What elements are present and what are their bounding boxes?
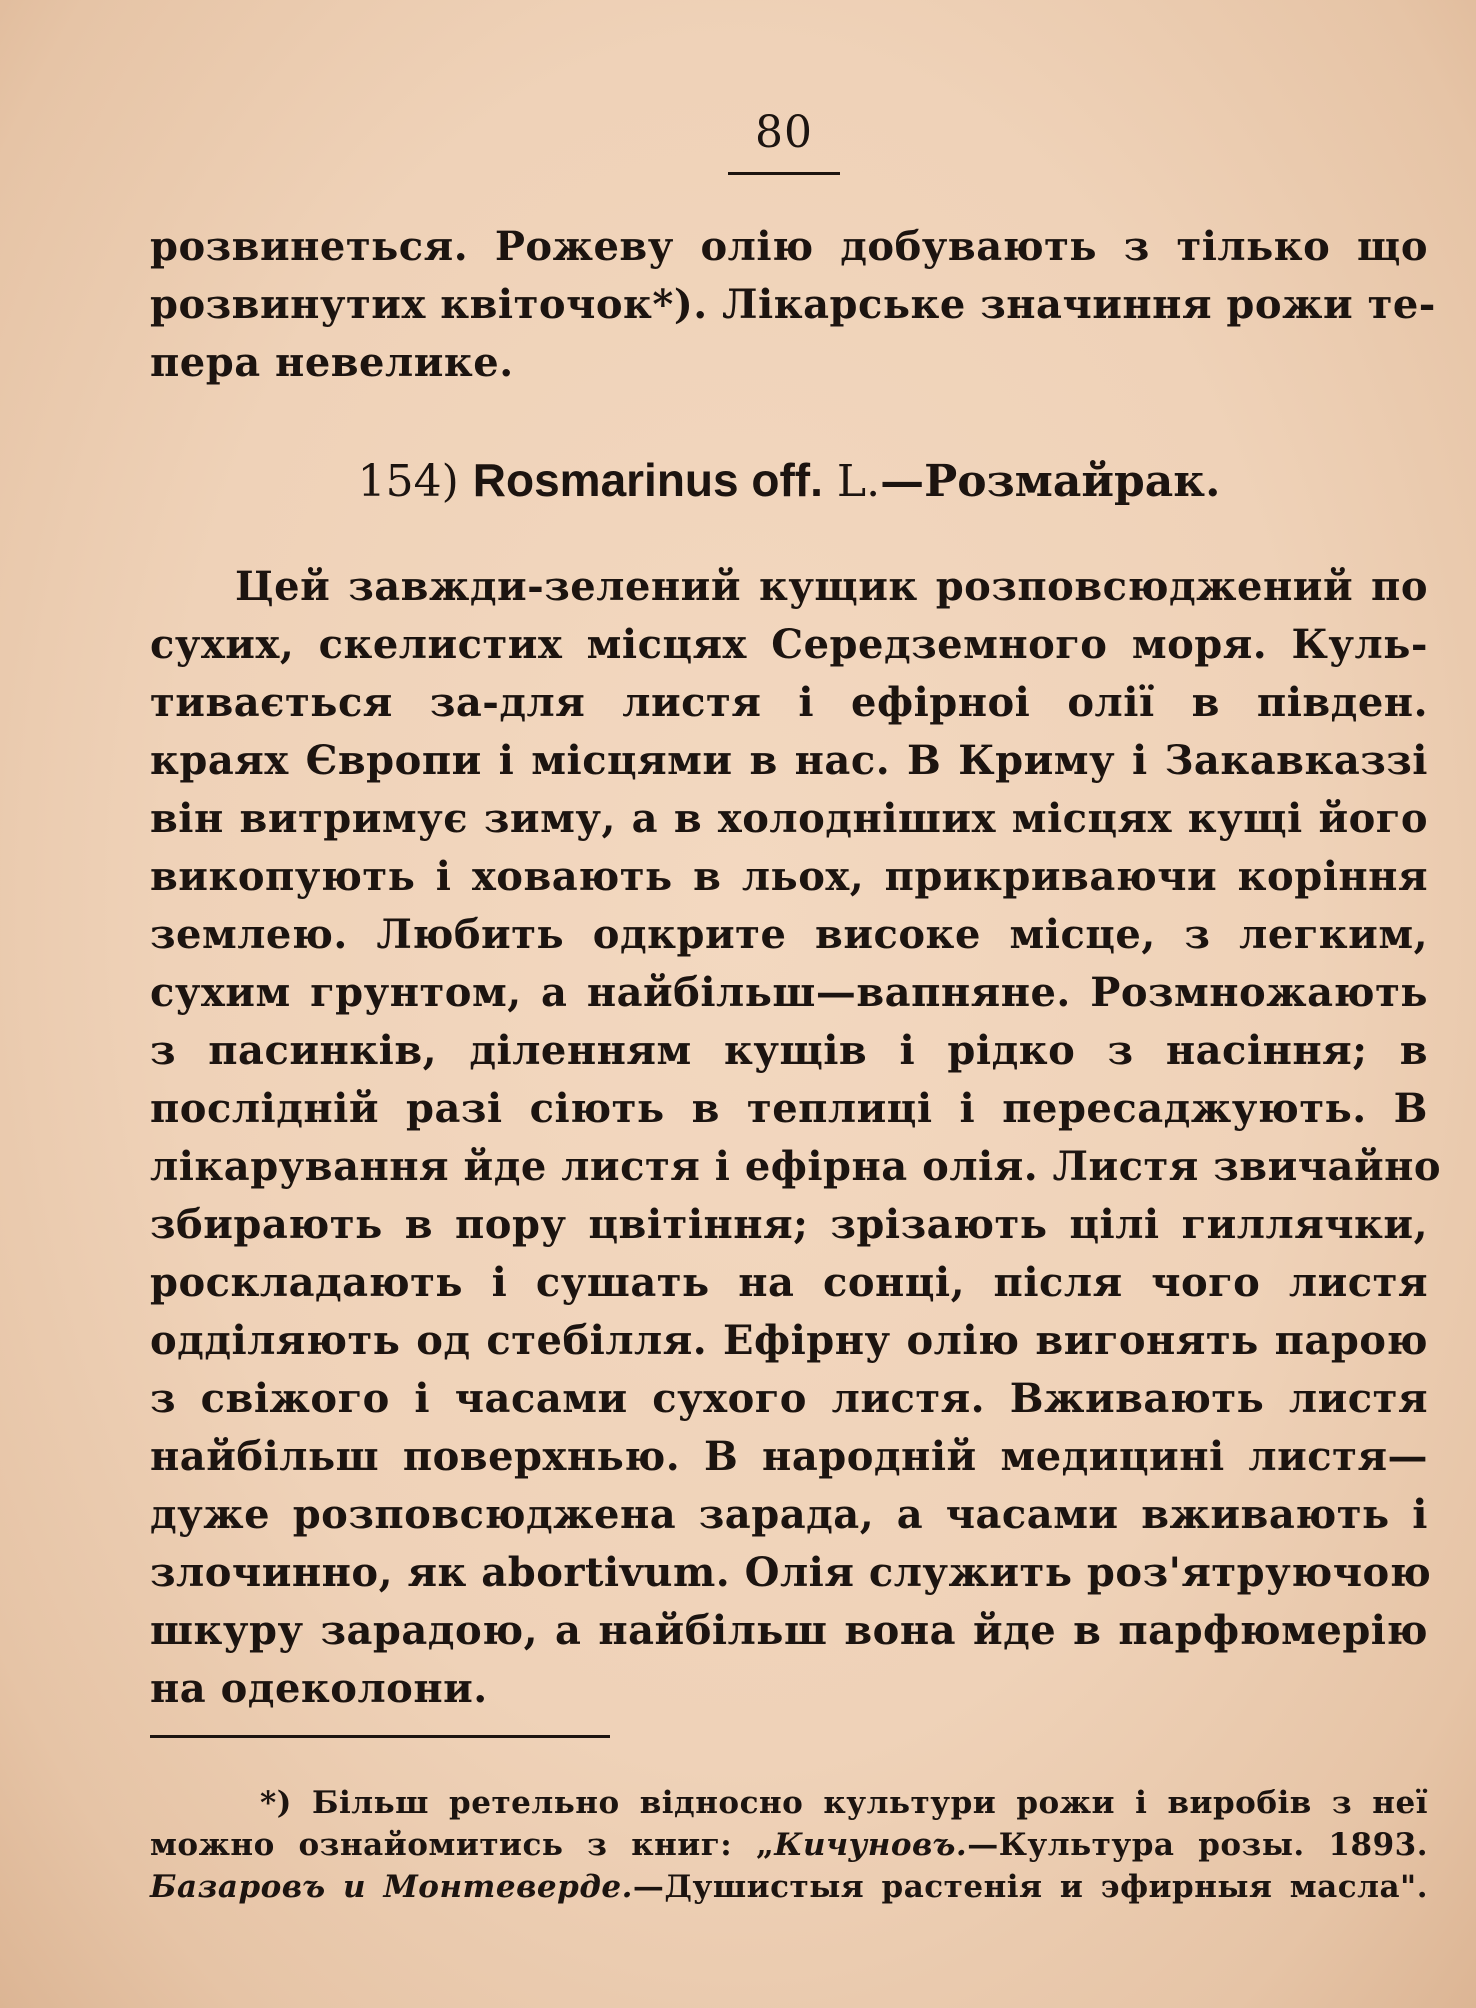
text-line: роскладають і сушать на сонці, після чого листя — [150, 1259, 1428, 1306]
heading-author: L. — [836, 456, 881, 507]
text-line: Цей завжди-зелений кущик розповсюджений по — [235, 563, 1428, 610]
footnote-line — [150, 1866, 1428, 1908]
text-line: краях Європи і місцями в нас. В Криму і Закавказзі — [150, 737, 1428, 784]
footnote-rule — [150, 1735, 610, 1738]
text-line: дуже розповсюджена зарада, а часами вживають і — [150, 1491, 1428, 1538]
text-line: сухих, скелистих місцях Середземного моря. Куль- — [150, 621, 1428, 668]
text-line: сухим грунтом, а найбільш—вапняне. Розмножають — [150, 969, 1428, 1016]
footnote-text: —Душистыя растенія и эфирныя масла". — [632, 1869, 1429, 1905]
text-line: на одеколони. — [150, 1665, 488, 1712]
text-line: послідній разі сіють в теплиці і пересаджують. В — [150, 1085, 1428, 1132]
text-line: землею. Любить одкрите високе місце, з легким, — [150, 911, 1428, 958]
page-number: 80 — [755, 107, 813, 158]
text-line: розвинутих квіточок*). Лікарське значиння рожи те- — [150, 281, 1436, 328]
intro-paragraph — [150, 218, 1436, 392]
text-line: лікарування йде листя і ефірна олія. Листя звичайно — [150, 1143, 1442, 1190]
text-line: розвинеться. Рожеву олію добувають з тілько що — [150, 223, 1428, 270]
footnote-author: Кичуновъ. — [774, 1827, 968, 1863]
footnote-text: можно ознайомитись з книг: „ — [150, 1827, 775, 1863]
footnote — [150, 1782, 1428, 1908]
text-line: пера невелике. — [150, 339, 514, 386]
heading-latin-name: Rosmarinus off. — [472, 454, 823, 506]
text-line: він витримує зиму, а в холодніших місцях кущі його — [150, 795, 1428, 842]
text-line: шкуру зарадою, а найбільш вона йде в парфюмерію — [150, 1607, 1428, 1654]
footnote-line — [150, 1824, 1428, 1866]
text-line: тивається за-для листя і ефірноі олії в півден. — [150, 679, 1428, 726]
text-line: викопують і ховають в льох, прикриваючи коріння — [150, 853, 1428, 900]
heading-number: 154) — [357, 456, 459, 507]
footnote-line: *) Більш ретельно відносно культури рожи і виробів з неї — [260, 1785, 1428, 1821]
body-paragraph — [150, 558, 1442, 1718]
text-line: одділяють од стебілля. Ефірну олію вигонять парою — [150, 1317, 1428, 1364]
heading-common-name: —Розмайрак. — [880, 456, 1221, 507]
text-line: злочинно, як abortivum. Олія служить роз'ятруючою — [150, 1549, 1432, 1596]
page-number-rule — [728, 172, 840, 175]
text-line: з свіжого і часами сухого листя. Вживають листя — [150, 1375, 1428, 1422]
footnote-author: Базаровъ и Монтеверде. — [150, 1869, 633, 1905]
text-line: з пасинків, діленням кущів і рідко з насіння; в — [150, 1027, 1428, 1074]
text-line: найбільш поверхнью. В народній медицині листя— — [150, 1433, 1428, 1480]
text-line: збирають в пору цвітіння; зрізають цілі гиллячки, — [150, 1201, 1428, 1248]
footnote-text: —Культура розы. 1893. — [967, 1827, 1429, 1863]
section-heading — [150, 452, 1428, 510]
